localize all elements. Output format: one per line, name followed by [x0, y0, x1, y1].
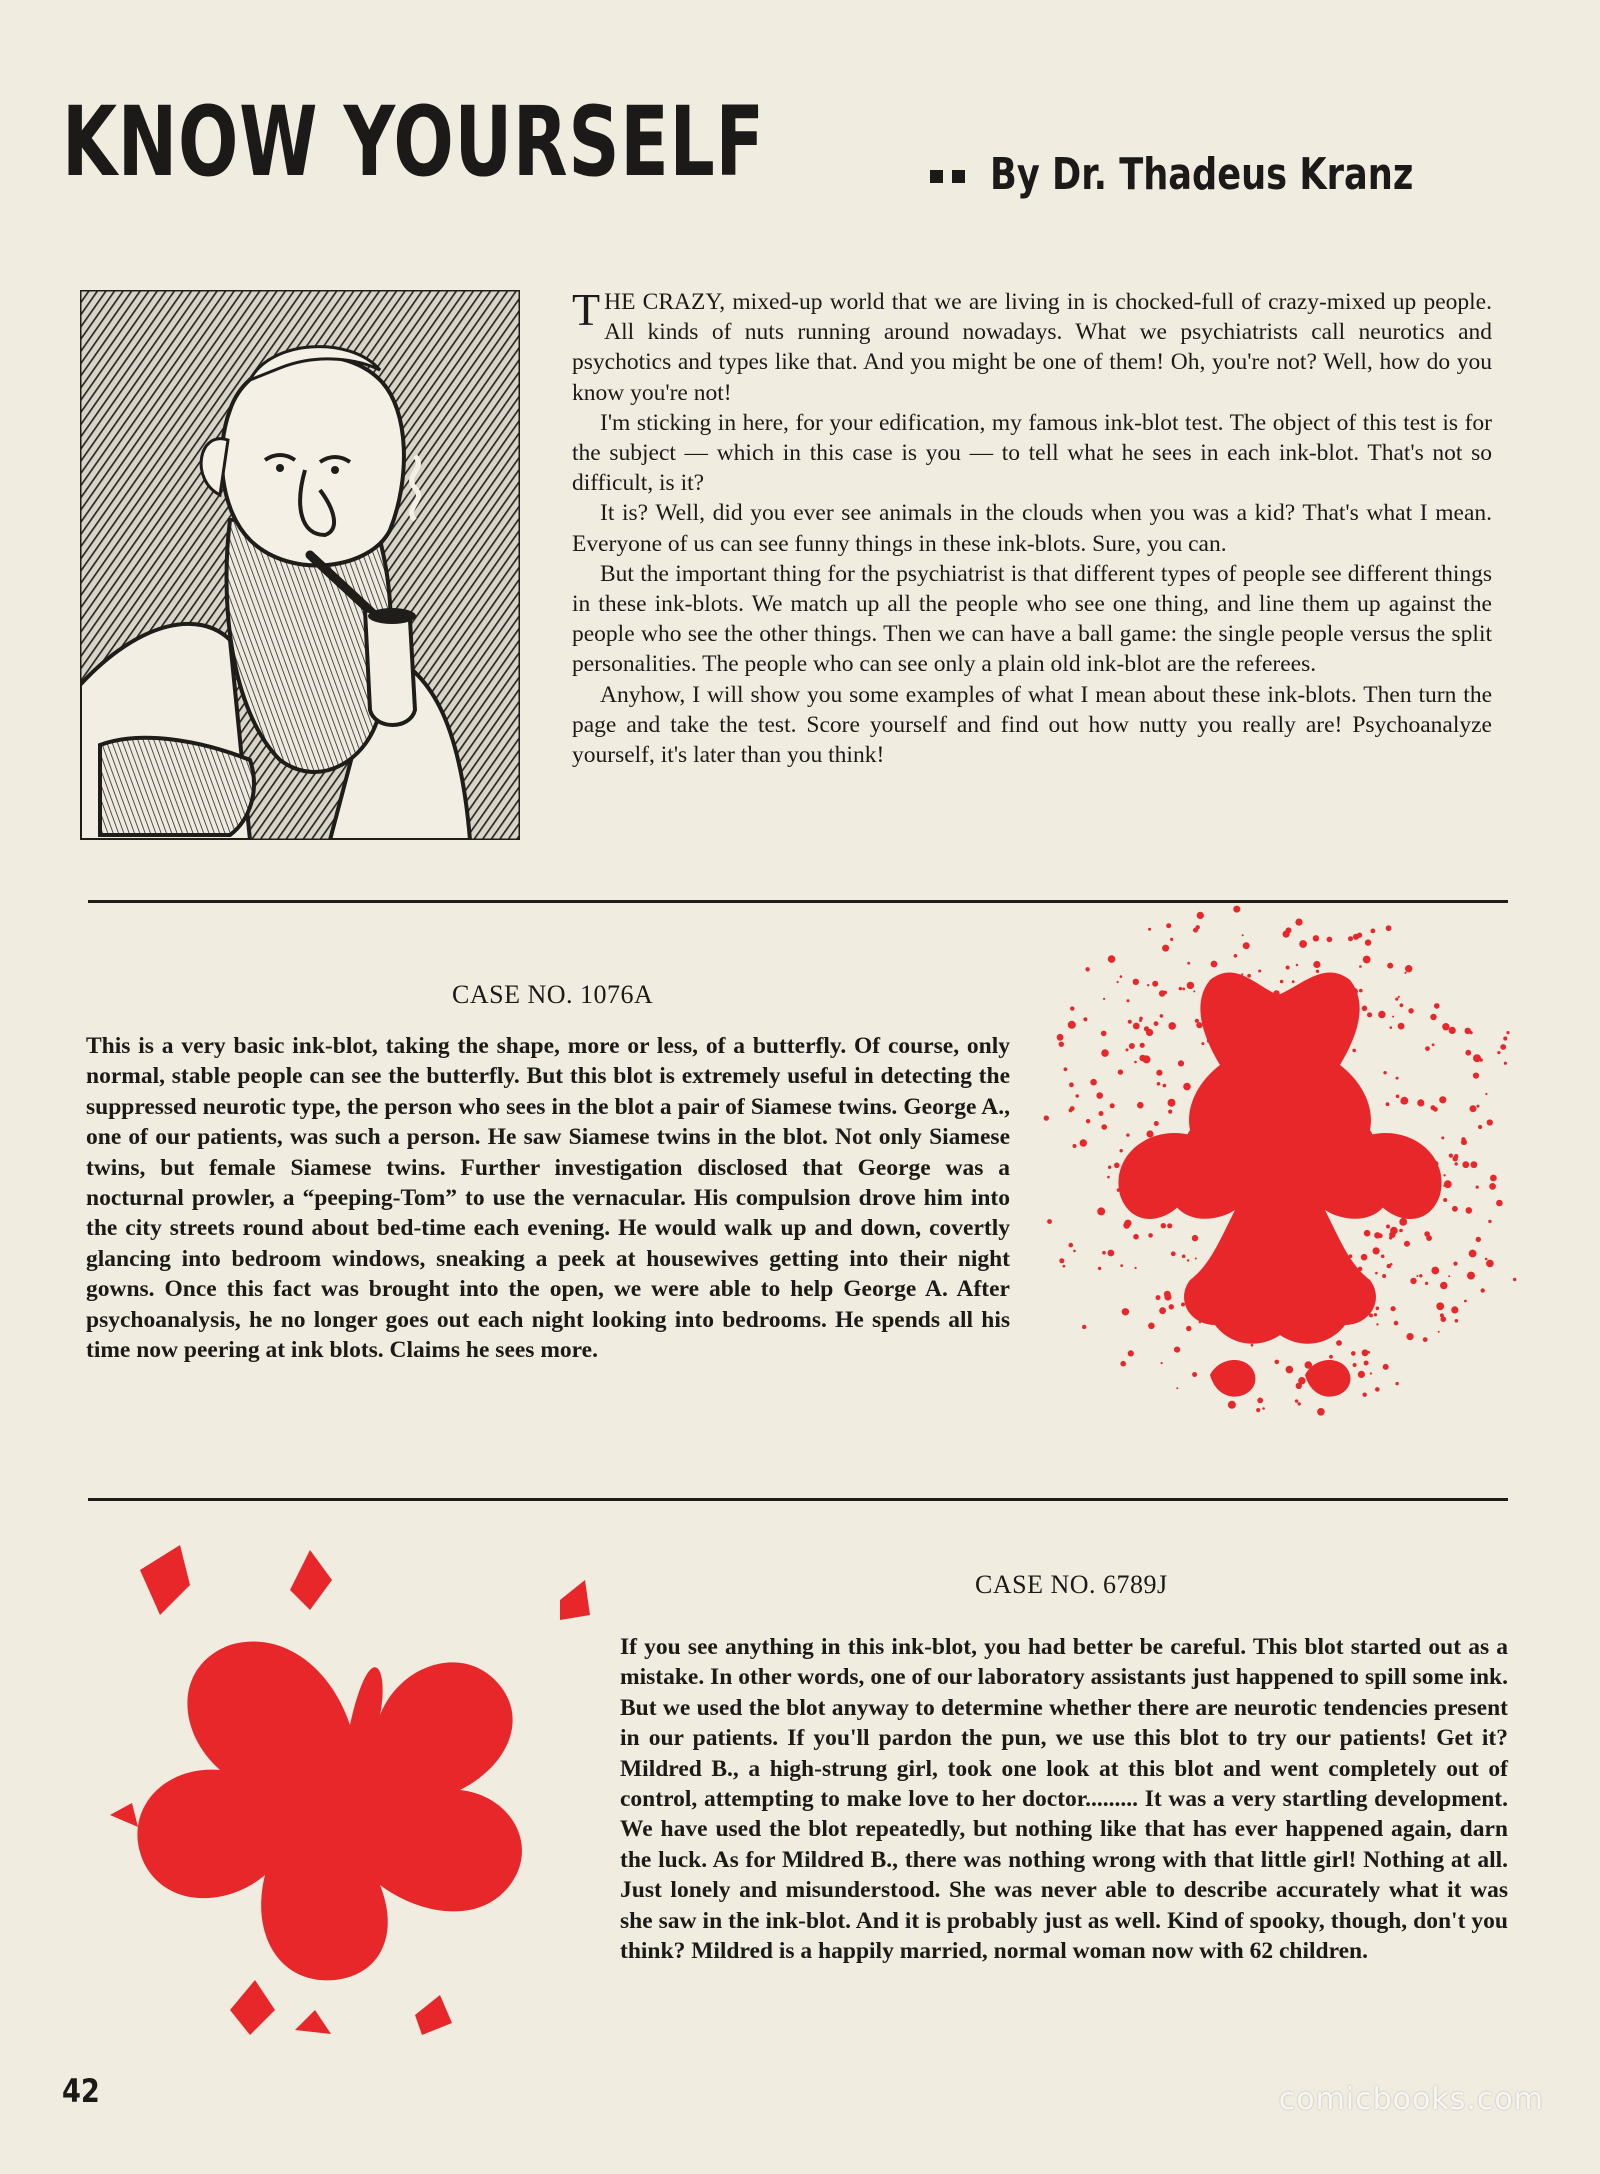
ink-speckle: [1170, 938, 1173, 941]
ink-speckle: [1097, 1207, 1105, 1215]
ink-speckle: [1513, 1278, 1516, 1281]
ink-speckle: [1192, 1372, 1197, 1377]
ink-speckle: [1108, 1250, 1115, 1257]
ink-speckle: [1503, 1036, 1507, 1040]
ink-speckle: [1363, 956, 1371, 964]
ink-speckle: [1441, 1136, 1444, 1139]
ink-speckle: [1390, 1227, 1398, 1235]
ink-speckle: [1466, 1207, 1473, 1214]
ink-speckle: [1373, 1247, 1380, 1254]
ink-speckle: [1359, 965, 1362, 968]
intro-text: [572, 284, 1492, 770]
ink-speckle: [1500, 1044, 1506, 1050]
ink-speckle: [1070, 1106, 1075, 1111]
ink-speckle: [1298, 1402, 1301, 1405]
ink-speckle: [1362, 1349, 1369, 1356]
ink-speckle: [1295, 1399, 1298, 1402]
ink-speckle: [1120, 975, 1123, 978]
ink-speckle: [1452, 1206, 1458, 1212]
ink-speckle: [1242, 934, 1244, 936]
ink-speckle: [1144, 1026, 1149, 1031]
ink-speckle: [1383, 1364, 1389, 1370]
ink-speckle: [1120, 1149, 1123, 1152]
ink-speckle: [1120, 1361, 1126, 1367]
ink-speckle: [1103, 998, 1105, 1000]
ink-speckle: [1313, 961, 1320, 968]
ink-speckle: [1280, 980, 1284, 984]
ink-speckle: [1090, 1079, 1097, 1086]
ink-speckle: [1362, 1006, 1368, 1012]
ink-speckle: [1082, 1325, 1086, 1329]
ink-speckle: [1044, 1115, 1049, 1120]
ink-speckle: [1076, 1094, 1079, 1097]
ink-speckle: [1451, 1306, 1458, 1313]
ink-speckle: [1166, 923, 1171, 928]
ink-speckle: [1296, 1383, 1302, 1389]
ink-speckle: [1398, 996, 1400, 998]
title-separator: [930, 170, 974, 188]
ink-speckle: [1395, 1382, 1398, 1385]
ink-speckle: [1070, 1006, 1074, 1010]
ink-speckle: [1378, 1011, 1385, 1018]
ink-speckle: [1195, 1258, 1197, 1260]
ink-speckle: [1364, 1361, 1369, 1366]
ink-speckle: [1063, 1265, 1066, 1268]
ink-speckle: [1404, 1241, 1410, 1247]
ink-speckle: [1126, 1048, 1129, 1051]
ink-speckle: [1083, 1017, 1087, 1021]
ink-speckle: [1477, 1105, 1480, 1108]
ink-speckle: [1386, 1102, 1390, 1106]
ink-speckle: [1168, 1099, 1176, 1107]
ink-speckle: [1317, 1408, 1325, 1416]
ink-speckle: [1101, 1031, 1107, 1037]
ink-speckle: [1367, 1012, 1372, 1017]
ink-speckle: [1139, 1019, 1142, 1022]
ink-speckle: [1485, 1093, 1487, 1095]
ink-speckle: [1462, 1161, 1469, 1168]
ink-speckle: [1140, 1043, 1145, 1048]
ink-speckle: [1134, 1061, 1137, 1064]
case-1-title: CASE NO. 1076A: [452, 980, 654, 1009]
ink-speckle: [1370, 1372, 1372, 1374]
ink-speckle: [1122, 1308, 1129, 1315]
ink-speckle: [1453, 1262, 1457, 1266]
intro-paragraph-1: THE CRAZY, mixed-up world that we are living in is chocked-full of crazy-mixed up people. All kinds of nuts running around nowadays. What we psychiatrists call neurotics and psychotics and types like that. And you might be one of them! Oh, you're not? Well, how do you know you're not!: [572, 284, 1492, 406]
ink-speckle: [1135, 1267, 1137, 1269]
ink-speckle: [1353, 1363, 1357, 1367]
ink-speckle: [1392, 1016, 1394, 1018]
ink-speckle: [1256, 1408, 1260, 1412]
ink-speckle: [1363, 1393, 1367, 1397]
ink-speckle: [1299, 940, 1307, 948]
ink-speckle: [1442, 1023, 1449, 1030]
ink-speckle: [1102, 1251, 1106, 1255]
ink-speckle: [1364, 1230, 1371, 1237]
ink-speckle: [1178, 1060, 1184, 1066]
ink-speckle: [1161, 1223, 1166, 1228]
page-title: KNOW YOURSELF: [62, 86, 765, 198]
ink-speckle: [1487, 1119, 1493, 1125]
ink-speckle: [1154, 1121, 1159, 1126]
ink-speckle: [1389, 1236, 1392, 1239]
ink-speckle: [1473, 1054, 1481, 1062]
section-divider-2: [88, 1498, 1508, 1501]
ink-speckle: [1426, 1235, 1432, 1241]
ink-speckle: [1187, 962, 1190, 965]
ink-speckle: [1179, 987, 1182, 990]
ink-speckle: [1128, 1020, 1132, 1024]
ink-speckle: [1416, 1275, 1418, 1277]
ink-speckle: [1247, 974, 1251, 978]
ink-speckle: [1358, 1371, 1365, 1378]
ink-speckle: [1419, 1274, 1422, 1277]
ink-speckle: [1251, 1344, 1254, 1347]
ink-speckle: [1481, 1288, 1485, 1292]
ink-speckle: [1400, 1003, 1404, 1007]
ink-speckle: [1470, 1105, 1477, 1112]
ink-speckle: [1471, 1161, 1478, 1168]
ink-speckle: [1449, 1027, 1456, 1034]
ink-speckle: [1396, 1077, 1399, 1080]
ink-speckle: [1390, 1263, 1393, 1266]
ink-speckle: [1329, 1355, 1333, 1359]
ink-speckle: [1476, 1237, 1481, 1242]
ink-speckle: [1292, 980, 1295, 983]
ink-speckle: [1351, 1351, 1356, 1356]
ink-speckle: [1148, 1323, 1155, 1330]
ink-speckle: [1476, 1186, 1479, 1189]
ink-speckle: [1047, 1219, 1052, 1224]
ink-speckle: [1455, 1319, 1459, 1323]
ink-speckle: [1410, 1278, 1416, 1284]
ink-speckle: [1211, 961, 1218, 968]
ink-speckle: [1401, 1100, 1404, 1103]
ink-speckle: [1383, 1071, 1386, 1074]
ink-speckle: [1440, 1282, 1448, 1290]
ink-speckle: [1467, 1272, 1475, 1280]
ink-speckle: [1193, 990, 1195, 992]
ink-speckle: [1192, 1235, 1198, 1241]
ink-speckle: [1417, 1099, 1424, 1106]
ink-speckle: [1123, 1222, 1130, 1229]
ink-speckle: [1143, 1055, 1151, 1063]
ink-speckle: [1108, 955, 1116, 963]
ink-speckle: [1387, 963, 1393, 969]
ink-speckle: [1490, 1175, 1497, 1182]
ink-speckle: [1375, 1387, 1380, 1392]
ink-speckle: [1114, 1163, 1120, 1169]
ink-speckle: [1371, 929, 1376, 934]
ink-speckle: [1438, 1331, 1440, 1333]
ink-speckle: [1359, 989, 1363, 993]
ink-speckle: [1470, 1031, 1473, 1034]
ink-speckle: [1157, 1082, 1161, 1086]
intro-paragraph-5: Anyhow, I will show you some examples of what I mean about these ink-blots. Then turn the page and take the test. Score yourself and find out how nutty you really are! Psychoanalyze yourself, it's later than you think!: [572, 681, 1492, 769]
ink-speckle: [1453, 1156, 1458, 1161]
ink-speckle: [1336, 1340, 1342, 1346]
ink-speckle: [1386, 925, 1392, 931]
ink-speckle: [1085, 967, 1089, 971]
ink-speckle: [1186, 1326, 1191, 1331]
ink-speckle: [1193, 928, 1198, 933]
ink-speckle: [1059, 1042, 1064, 1047]
ink-speckle: [1286, 966, 1290, 970]
ink-speckle: [1128, 1350, 1134, 1356]
ink-speckle: [1110, 1103, 1115, 1108]
ink-speckle: [1504, 1062, 1507, 1065]
ink-speckle: [1196, 1022, 1202, 1028]
ink-speckle: [1361, 1254, 1368, 1261]
ink-speckle: [1497, 1051, 1500, 1054]
ink-speckle: [1286, 1366, 1294, 1374]
ink-speckle: [1296, 964, 1298, 966]
ink-speckle: [1496, 1200, 1503, 1207]
ink-speckle: [1133, 1234, 1139, 1240]
ink-speckle: [1262, 1407, 1265, 1410]
ink-speckle: [1181, 1303, 1185, 1307]
ink-speckle: [1156, 1295, 1161, 1300]
ink-speckle: [1396, 1095, 1400, 1099]
psychiatrist-illustration: [80, 290, 520, 840]
ink-speckle: [1201, 1042, 1204, 1045]
ink-speckle: [1439, 1096, 1446, 1103]
ink-speckle: [1154, 1021, 1159, 1026]
ink-speckle: [1316, 970, 1319, 973]
ink-speckle: [1327, 937, 1333, 943]
ink-speckle: [1374, 1232, 1380, 1238]
ink-speckle: [1408, 1008, 1413, 1013]
ink-speckle: [1176, 1387, 1178, 1389]
ink-speckle: [1182, 1255, 1186, 1259]
ink-speckle: [1386, 1225, 1390, 1229]
ink-speckle: [1160, 1014, 1164, 1018]
ink-speckle: [1431, 1267, 1439, 1275]
case-2-body: If you see anything in this ink-blot, you had better be careful. This blot started out as a mistake. In other words, one of our laboratory assistants just happened to spill some ink. But we used the blot anyway to determine whether there are neurotic tendencies present in our patients. If you'll pardon the pun, we use this blot to try our patients! Get it? Mildred B., a high-strung girl, took one look at this blot and went completely out of control, attempting to make love to her doctor......... It was a very startling development. We have used the blot repeatedly, but nothing like that has ever happened again, darn the luck. As for Mildred B., there was nothing wrong with that little girl! Nothing at all. Just lonely and misunderstood. She was never able to describe accurately what it was she saw in the ink-blot. And it is probably just as well. Kind of spooky, though, don't you think? Mildred is a happily married, normal woman now with 62 children.: [620, 1634, 1508, 1965]
ink-speckle: [1465, 1050, 1471, 1056]
ink-speckle: [1118, 1069, 1123, 1074]
ink-blot-6789j: [80, 1515, 620, 2055]
ink-speckle: [1126, 1133, 1129, 1136]
ink-speckle: [1234, 954, 1238, 958]
ink-speckle: [1257, 1398, 1263, 1404]
ink-speckle: [1286, 927, 1292, 933]
ink-speckle: [1399, 1229, 1403, 1233]
watermark: comicbooks.com: [1278, 2082, 1544, 2117]
ink-speckle: [1455, 1162, 1458, 1165]
ink-speckle: [1436, 1302, 1444, 1310]
ink-speckle: [1101, 1049, 1109, 1057]
ink-speckle: [1434, 1003, 1440, 1009]
ink-speckle: [1469, 1250, 1477, 1258]
ink-speckle: [1375, 1272, 1378, 1275]
ink-speckle: [1108, 1166, 1111, 1169]
ink-speckle: [1485, 1258, 1488, 1261]
ink-speckle: [1147, 984, 1149, 986]
ink-speckle: [1168, 1110, 1172, 1114]
ink-speckle: [1258, 970, 1261, 973]
ink-speckle: [1425, 1046, 1430, 1051]
ink-speckle: [1233, 906, 1240, 913]
ink-speckle: [1098, 1267, 1101, 1270]
ink-speckle: [1486, 1260, 1494, 1268]
author-byline: By Dr. Thadeus Kranz: [990, 149, 1414, 200]
ink-speckle: [1423, 1337, 1428, 1342]
ink-speckle: [1073, 1250, 1076, 1253]
page-number: 42: [62, 2072, 100, 2110]
ink-speckle: [1164, 1293, 1171, 1300]
ink-speckle: [1099, 1111, 1104, 1116]
ink-speckle: [1488, 1220, 1491, 1223]
section-divider: [88, 900, 1508, 903]
ink-speckle: [1425, 1282, 1428, 1285]
ink-speckle: [1162, 945, 1169, 952]
ink-speckle: [1243, 942, 1250, 949]
ink-speckle: [1390, 1026, 1393, 1029]
ink-speckle: [1117, 981, 1119, 983]
ink-speckle: [1443, 1174, 1445, 1176]
ink-speckle: [1127, 999, 1130, 1002]
case-1-body: This is a very basic ink-blot, taking the shape, more or less, of a butterfly. Of course, only normal, stable people can see the butterfly. But this blot is extremely useful in detecting the suppressed neurotic type, the person who sees in the blot a pair of Siamese twins. George A., one of our patients, was such a person. He saw Siamese twins in the blot. Not only Siamese twins, but female Siamese twins. Further investigation disclosed that George was a nocturnal prowler, a “peeping-Tom” to use the vernacular. His compulsion drove him into the city streets round about bed-time each evening. He would walk up and down, covertly glancing into bedroom windows, sneaking a peek at housewives getting into their night gowns. Once this fact was brought into the open, we were able to help George A. After psychoanalysis, he no longer goes out each night looking into bedrooms. He spends all his time now peering at ink blots. Claims he sees more.: [86, 1033, 1010, 1364]
ink-speckle: [1159, 990, 1165, 996]
ink-speckle: [1478, 1125, 1482, 1129]
ink-speckle: [1195, 1019, 1199, 1023]
ink-speckle: [1101, 1124, 1107, 1130]
ink-speckle: [1057, 1034, 1064, 1041]
ink-speckle: [1443, 1198, 1447, 1202]
ink-speckle: [1295, 919, 1302, 926]
ink-speckle: [1133, 1023, 1140, 1030]
ink-speckle: [1433, 1107, 1438, 1112]
ink-speckle: [1395, 998, 1398, 1001]
case-2-title: CASE NO. 6789J: [975, 1570, 1168, 1599]
ink-speckle: [1382, 1274, 1386, 1278]
ink-speckle: [1444, 1180, 1452, 1188]
ink-speckle: [1107, 1176, 1110, 1179]
ink-speckle: [1171, 1251, 1176, 1256]
ink-speckle: [1275, 1360, 1280, 1365]
ink-speckle: [1365, 939, 1371, 945]
intro-paragraph-2: I'm sticking in here, for your edification, my famous ink-blot test. The object of this test is for the subject — which in this case is you — to tell what he sees in each ink-blot. That's not so difficult, is it?: [572, 409, 1492, 497]
ink-speckle: [1187, 982, 1194, 989]
ink-speckle: [1168, 1022, 1176, 1030]
ink-speckle: [1133, 979, 1139, 985]
ink-speckle: [1506, 1031, 1509, 1034]
intro-paragraph-3: It is? Well, did you ever see animals in the clouds when you was a kid? That's what I mean. Everyone of us can see funny things in these ink-blots. Sure, you can.: [572, 500, 1492, 557]
ink-speckle: [1449, 1154, 1453, 1158]
ink-speckle: [1187, 1259, 1189, 1261]
intro-paragraph-4: But the important thing for the psychiatrist is that different types of people see different things in these ink-blots. We match up all the people who see one thing, and line them up against the people who see the other things. Then we can have a ball game: the single people versus the split personalities. The people who can see only a plain old ink-blot are the referees.: [572, 560, 1492, 678]
ink-speckle: [1381, 1255, 1385, 1259]
ink-speckle: [1440, 1313, 1444, 1317]
drop-cap: T: [572, 284, 601, 335]
ink-speckle: [1137, 1102, 1144, 1109]
ink-speckle: [1152, 981, 1158, 987]
ink-speckle: [1391, 1306, 1396, 1311]
ink-speckle: [1159, 1307, 1166, 1314]
ink-speckle: [1156, 1070, 1162, 1076]
ink-speckle: [1059, 1258, 1064, 1263]
ink-speckle: [1432, 1043, 1435, 1046]
ink-speckle: [1461, 1137, 1465, 1141]
ink-speckle: [1353, 934, 1359, 940]
ink-speckle: [1313, 935, 1319, 941]
ink-speckle: [1120, 1264, 1123, 1267]
ink-speckle: [1197, 912, 1204, 919]
ink-speckle: [1183, 1083, 1191, 1091]
ink-speckle: [1404, 972, 1406, 974]
ink-speckle: [1146, 1130, 1153, 1137]
ink-speckle: [1129, 1043, 1135, 1049]
ink-speckle: [1069, 1082, 1074, 1087]
ink-speckle: [1096, 1092, 1103, 1099]
ink-speckle: [1174, 1347, 1180, 1353]
ink-speckle: [1489, 1183, 1496, 1190]
ink-speckle: [1407, 1333, 1414, 1340]
ink-speckle: [1464, 1300, 1467, 1303]
ink-speckle: [1430, 1014, 1436, 1020]
ink-speckle: [1473, 1073, 1479, 1079]
ink-speckle: [1348, 936, 1353, 941]
ink-speckle: [1073, 1144, 1077, 1148]
ink-speckle: [1228, 1401, 1236, 1409]
ink-blot-1076a: [1040, 905, 1520, 1465]
ink-speckle: [1399, 1218, 1407, 1226]
ink-speckle: [1448, 1275, 1450, 1277]
ink-speckle: [1405, 965, 1412, 972]
ink-speckle: [1182, 988, 1185, 991]
ink-speckle: [1086, 1119, 1090, 1123]
ink-speckle: [1352, 1049, 1356, 1053]
ink-speckle: [1161, 1362, 1163, 1364]
ink-speckle: [1376, 1323, 1378, 1325]
ink-speckle: [1394, 1321, 1399, 1326]
ink-speckle: [1376, 1307, 1380, 1311]
ink-speckle: [1148, 1233, 1153, 1238]
ink-speckle: [1064, 1067, 1068, 1071]
ink-speckle: [1398, 1023, 1405, 1030]
ink-speckle: [1080, 1139, 1087, 1146]
ink-speckle: [1068, 1021, 1076, 1029]
ink-speckle: [1163, 1084, 1167, 1088]
ink-speckle: [1167, 1223, 1172, 1228]
ink-speckle: [1169, 1304, 1174, 1309]
ink-speckle: [1148, 928, 1151, 931]
ink-speckle: [1069, 1243, 1074, 1248]
ink-speckle: [1443, 1185, 1445, 1187]
ink-speckle: [1374, 1313, 1377, 1316]
